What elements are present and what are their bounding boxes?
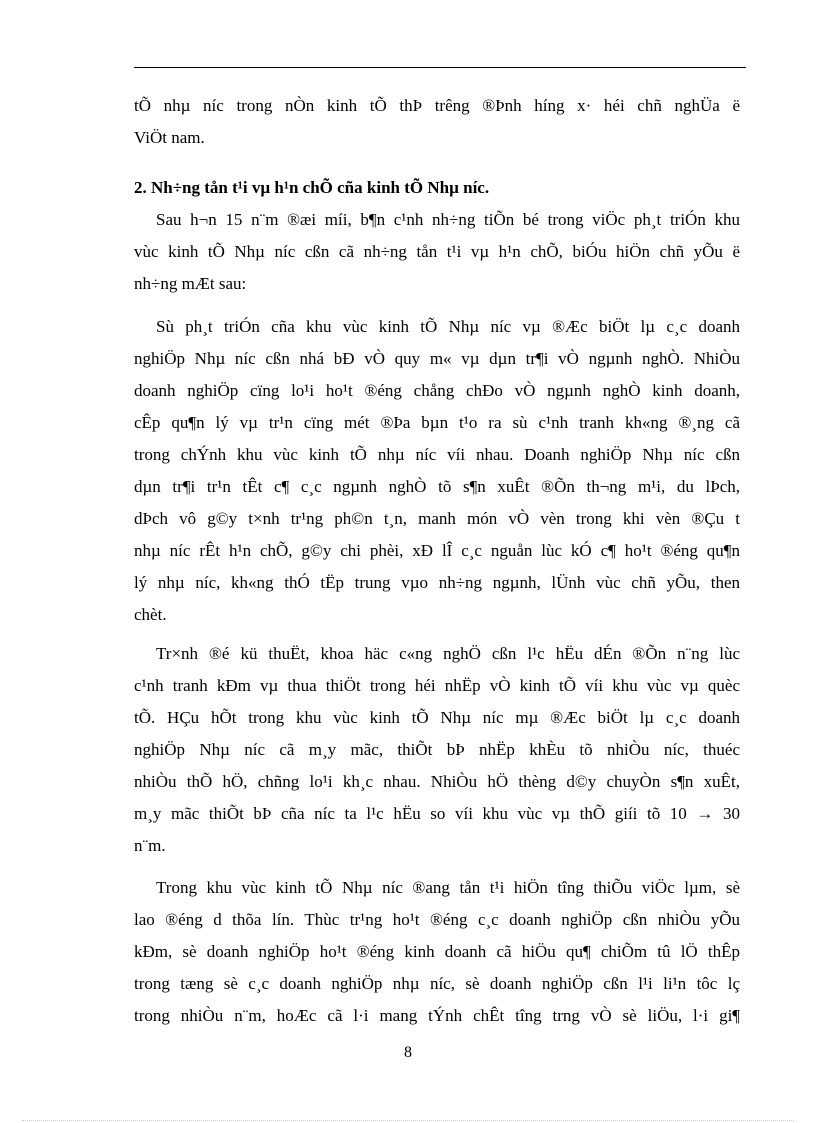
text-line: n¨m. [134,836,166,855]
text-line: Tr×nh ®é kü thuËt, khoa häc c«ng nghÖ cßn l¹c hËu dÉn ®Õn n¨ng lùc [156,644,740,663]
text-line: m¸y mãc thiÕt bÞ cña níc ta l¹c hËu so víi khu vùc vµ thÕ giíi tõ 10 → 30 [134,804,740,823]
text-line: c¹nh tranh kÐm vµ thua thiÖt trong héi nhËp vÒ kinh tÕ víi khu vùc vµ quèc [134,676,740,695]
text-line: trong chÝnh khu vùc kinh tÕ nhµ níc víi nhau. Doanh nghiÖp Nhµ níc cßn [134,445,740,464]
paragraph-4 [134,872,740,1032]
page-number: 8 [404,1044,412,1061]
text-line: lao ®éng d thõa lín. Thùc tr¹ng ho¹t ®éng c¸c doanh nghiÖp cßn nhiÒu yÕu [134,910,740,929]
text-line: nghiÖp Nhµ níc cßn nhá bÐ vÒ quy m« vµ dµn tr¶i vÒ ngµnh nghÒ. NhiÒu [134,349,740,368]
intro-paragraph [134,90,740,154]
page-bottom-border [22,1120,794,1121]
text-line: Sau h¬n 15 n¨m ®æi míi, b¶n c¹nh nh÷ng tiÕn bé trong viÖc ph¸t triÓn khu [156,210,740,229]
text-line: nghiÖp Nhµ níc cã m¸y mãc, thiÕt bÞ nhËp khÈu tõ nhiÒu níc, thuéc [134,740,740,759]
text-line: vùc kinh tÕ Nhµ níc cßn cã nh÷ng tån t¹i vµ h¹n chÕ, biÓu hiÖn chñ yÕu ë [134,242,740,261]
section-heading: 2. Nh÷ng tån t¹i vµ h¹n chÕ cña kinh tÕ Nhµ níc. [134,178,490,197]
text-line: nhiÒu thÕ hÖ, chñng lo¹i kh¸c nhau. NhiÒu hÖ thèng d©y chuyÒn s¶n xuÊt, [134,772,740,791]
text-line: trong tæng sè c¸c doanh nghiÖp nhµ níc, sè doanh nghiÖp cßn l¹i li¹n tôc lç [134,974,740,993]
header-rule [134,67,746,68]
text-line: tÕ nhµ níc trong nÒn kinh tÕ thÞ trêng ®Þnh híng x· héi chñ nghÜa ë [134,96,740,115]
paragraph-1 [134,204,740,300]
text-line: ViÖt nam. [134,128,205,147]
text-line: dÞch vô g©y t×nh tr¹ng ph©n t¸n, manh món vÒ vèn trong khi vèn ®Çu t [134,509,740,528]
text-line: cÊp qu¶n lý vµ tr¹n cïng mét ®Þa bµn t¹o ra sù c¹nh tranh kh«ng ®¸ng cã [134,413,740,432]
text-line: tÕ. HÇu hÕt trong khu vùc kinh tÕ Nhµ níc mµ ®Æc biÖt lµ c¸c doanh [134,708,740,727]
text-line: chèt. [134,605,167,624]
text-line: doanh nghiÖp cïng lo¹i ho¹t ®éng chång chÐo vÒ ngµnh nghÒ kinh doanh, [134,381,740,400]
text-line: Sù ph¸t triÓn cña khu vùc kinh tÕ Nhµ níc vµ ®Æc biÖt lµ c¸c doanh [156,317,740,336]
paragraph-2 [134,311,740,631]
text-line: dµn tr¶i tr¹n tÊt c¶ c¸c ngµnh nghÒ tõ s¶n xuÊt ®Õn th¬ng m¹i, du lÞch, [134,477,740,496]
paragraph-3 [134,638,740,862]
text-line: Trong khu vùc kinh tÕ Nhµ níc ®ang tån t¹i hiÖn tîng thiÕu viÖc lµm, sè [156,878,740,897]
text-line: lý nhµ níc, kh«ng thÓ tËp trung vµo nh÷ng ngµnh, lÜnh vùc chñ yÕu, then [134,573,740,592]
text-line: nh÷ng mÆt sau: [134,274,247,293]
text-line: kÐm, sè doanh nghiÖp ho¹t ®éng kinh doanh cã hiÖu qu¶ chiÕm tû lÖ thÊp [134,942,740,961]
text-line: nhµ níc rÊt h¹n chÕ, g©y chi phèi, xÐ lÎ c¸c nguån lùc kÓ c¶ ho¹t ®éng qu¶n [134,541,740,560]
text-line: trong nhiÒu n¨m, hoÆc cã l·i mang tÝnh chÊt tîng trng vÒ sè liÖu, l·i gi¶ [134,1006,740,1025]
